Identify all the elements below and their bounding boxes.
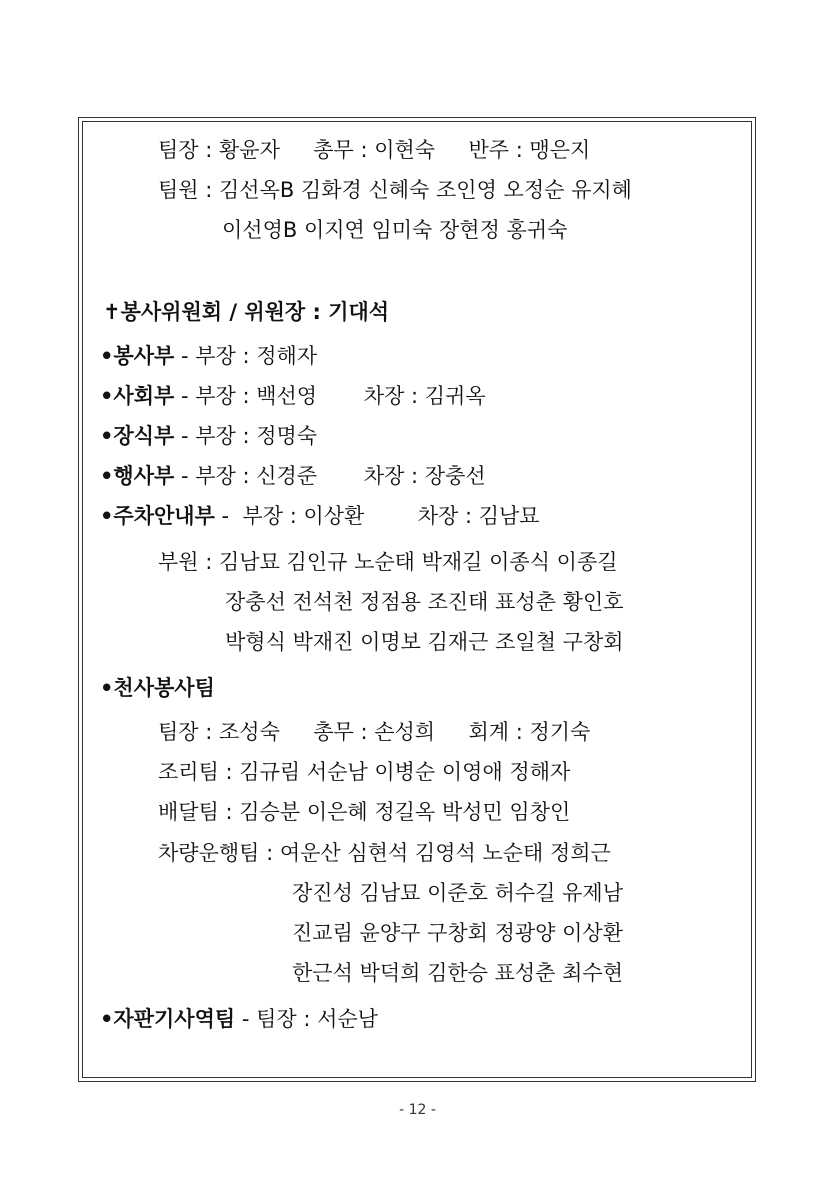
vending-team-line	[100, 1006, 378, 1032]
parking-members-line-2: 장충선 전석천 정점용 조진태 표성춘 황인호	[225, 590, 624, 614]
committee-title: ✝봉사위원회 / 위원장 : 기대석	[103, 300, 390, 324]
angel-team-cooking: 조리팀 : 김규림 서순남 이병순 이영애 정해자	[158, 760, 571, 784]
angel-team-vehicle-4: 한근석 박덕희 김한승 표성춘 최수현	[292, 961, 623, 985]
dept-line-events	[100, 463, 486, 489]
parking-members-line-3: 박형식 박재진 이명보 김재근 조일철 구창회	[225, 630, 624, 654]
dept-name: •사회부	[100, 384, 175, 408]
angel-team-vehicle-2: 장진성 김남묘 이준호 허수길 유제남	[292, 881, 623, 905]
team-leaders-line: 팀장 : 황윤자 총무 : 이현숙 반주 : 맹은지	[158, 138, 591, 162]
angel-team-leaders: 팀장 : 조성숙 총무 : 손성희 회계 : 정기숙	[158, 720, 591, 744]
dept-name: •봉사부	[100, 344, 175, 368]
parking-members-line-1: 부원 : 김남묘 김인규 노순태 박재길 이종식 이종길	[158, 550, 618, 574]
angel-team-title: •천사봉사팀	[100, 676, 215, 700]
dept-name: •행사부	[100, 464, 175, 488]
dept-line-parking	[100, 503, 540, 529]
angel-team-vehicle-3: 진교림 윤양구 구창회 정광양 이상환	[292, 921, 623, 945]
angel-team-vehicle-1: 차량운행팀 : 여운산 심현석 김영석 노순태 정희근	[158, 841, 611, 865]
dept-name: •주차안내부	[100, 504, 215, 528]
vending-team-detail: - 팀장 : 서순남	[235, 1007, 378, 1031]
team-members-line-1: 팀원 : 김선옥B 김화경 신혜숙 조인영 오정순 유지혜	[158, 178, 632, 202]
vending-team-name: •자판기사역팀	[100, 1007, 236, 1031]
dept-detail: - 부장 : 정명숙	[174, 424, 318, 448]
dept-name: •장식부	[100, 424, 175, 448]
dept-detail: - 부장 : 신경준 차장 : 장충선	[174, 464, 486, 488]
dept-line-decoration	[100, 423, 317, 449]
angel-team-delivery: 배달팀 : 김승분 이은혜 정길옥 박성민 임창인	[158, 800, 571, 824]
dept-line-social	[100, 383, 486, 409]
dept-detail: - 부장 : 이상환 차장 : 김남묘	[214, 504, 540, 528]
page-number: - 12 -	[399, 1102, 436, 1118]
team-members-line-2: 이선영B 이지연 임미숙 장현정 홍귀숙	[222, 218, 568, 242]
dept-detail: - 부장 : 백선영 차장 : 김귀옥	[174, 384, 486, 408]
dept-line-service	[100, 343, 317, 369]
dept-detail: - 부장 : 정해자	[174, 344, 318, 368]
